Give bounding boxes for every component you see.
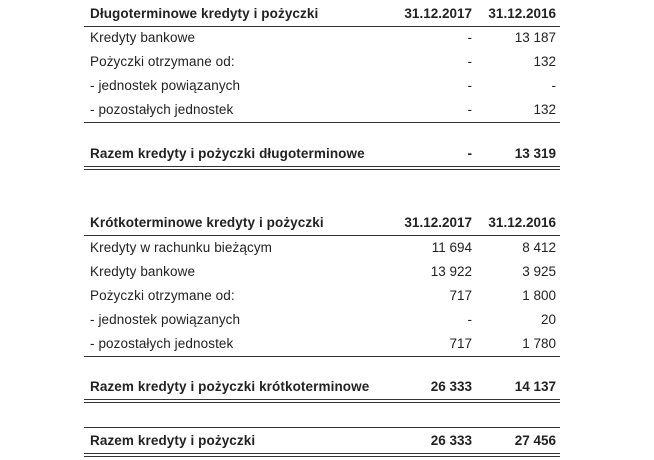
grand-total-label: Razem kredyty i pożyczki (90, 433, 256, 448)
short-term-header-col-2017: 31.12.2017 (404, 215, 472, 230)
short-term-header-col-2016: 31.12.2016 (488, 215, 556, 230)
row-label: Kredyty bankowe (90, 30, 196, 45)
row-value-2017: 717 (449, 288, 472, 303)
row-value-2017: - (467, 312, 472, 327)
table-row (84, 27, 560, 49)
grand-total-double-rule (84, 453, 560, 454)
short-term-header-rule (84, 235, 560, 236)
row-value-2016: 8 412 (522, 240, 556, 255)
row-value-2017: - (467, 30, 472, 45)
total-value-2017: - (467, 146, 472, 161)
row-label: Kredyty bankowe (90, 264, 196, 279)
table-row (84, 75, 560, 97)
table-row (84, 333, 560, 355)
total-value-2016: 13 319 (514, 146, 556, 161)
total-label: Razem kredyty i pożyczki krótkoterminowe (90, 379, 370, 394)
row-value-2016: 20 (540, 312, 556, 327)
total-label: Razem kredyty i pożyczki długoterminowe (90, 146, 365, 161)
row-value-2016: 1 780 (522, 336, 556, 351)
long-term-header-row (84, 3, 560, 25)
total-value-2017: 26 333 (430, 379, 472, 394)
table-row (84, 237, 560, 259)
table-row (84, 99, 560, 121)
table-row (84, 285, 560, 307)
row-label: - pozostałych jednostek (90, 102, 234, 117)
grand-total-value-2016: 27 456 (514, 433, 556, 448)
row-value-2016: - (551, 78, 556, 93)
short-term-total-double-rule (84, 399, 560, 400)
short-term-header-label: Krótkoterminowe kredyty i pożyczki (90, 215, 324, 230)
short-term-subtotal-rule (84, 356, 560, 357)
row-value-2017: - (467, 54, 472, 69)
long-term-header-label: Długoterminowe kredyty i pożyczki (90, 6, 319, 21)
table-row (84, 51, 560, 73)
long-term-total-double-rule (84, 166, 560, 167)
row-value-2016: 1 800 (522, 288, 556, 303)
long-term-header-col-2016: 31.12.2016 (488, 6, 556, 21)
short-term-total-row (84, 376, 560, 398)
row-label: Pożyczki otrzymane od: (90, 54, 235, 69)
long-term-total-row (84, 143, 560, 165)
row-value-2016: 3 925 (522, 264, 556, 279)
row-value-2016: 13 187 (514, 30, 556, 45)
table-row (84, 309, 560, 331)
grand-total-row (84, 430, 560, 452)
row-value-2016: 132 (533, 102, 556, 117)
short-term-header-row (84, 212, 560, 234)
row-value-2016: 132 (533, 54, 556, 69)
row-label: - jednostek powiązanych (90, 78, 241, 93)
row-value-2017: 717 (449, 336, 472, 351)
grand-total-top-rule (84, 427, 560, 428)
row-label: - pozostałych jednostek (90, 336, 234, 351)
long-term-subtotal-rule (84, 122, 560, 123)
row-value-2017: 13 922 (430, 264, 472, 279)
grand-total-value-2017: 26 333 (430, 433, 472, 448)
row-label: Kredyty w rachunku bieżącym (90, 240, 273, 255)
row-value-2017: - (467, 78, 472, 93)
row-label: Pożyczki otrzymane od: (90, 288, 235, 303)
row-value-2017: 11 694 (431, 240, 472, 255)
total-value-2016: 14 137 (514, 379, 556, 394)
row-label: - jednostek powiązanych (90, 312, 241, 327)
row-value-2017: - (467, 102, 472, 117)
long-term-header-col-2017: 31.12.2017 (404, 6, 472, 21)
table-row (84, 261, 560, 283)
